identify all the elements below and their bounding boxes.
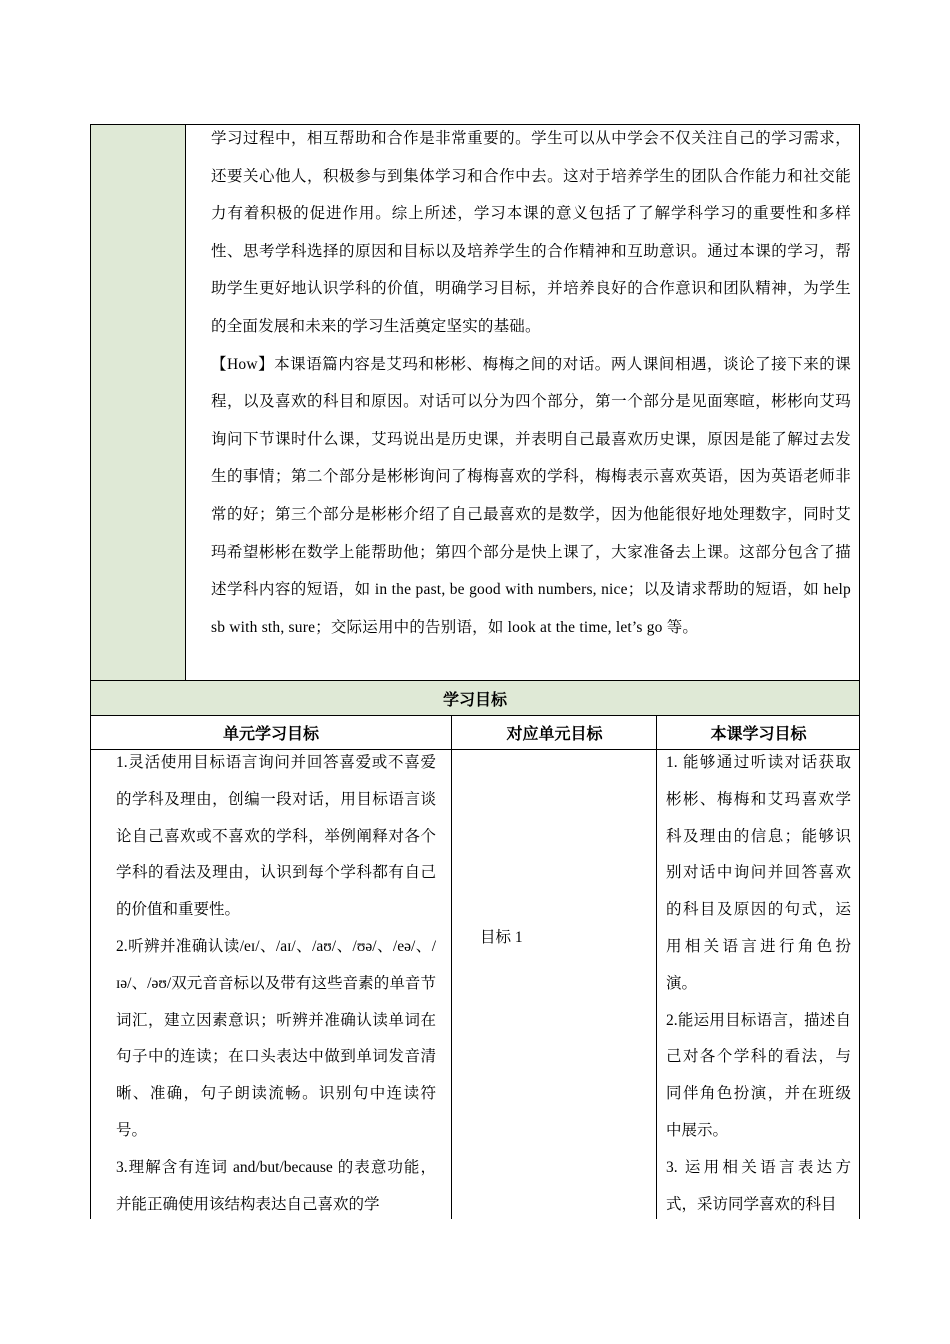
unit-goal-1: 1.灵活使用目标语言询问并回答喜爱或不喜爱的学科及理由，创编一段对话，用目标语言谈论自己喜欢或不喜欢的学科，举例阐释对各个学科的看法及理由，认识到每个学科都有自己的价值和重要性。 [116, 754, 436, 919]
lesson-goal-2: 2.能运用目标语言，描述自己对各个学科的看法，与同伴角色扮演，并在班级中展示。 [666, 1011, 851, 1139]
intro-text-block [211, 120, 851, 646]
objectives-title: 学习目标 [442, 689, 507, 709]
lesson-goal-1: 1. 能够通过听读对话获取彬彬、梅梅和艾玛喜欢学科及理由的信息；能够识别对话中询问并回答喜欢的科目及原因的句式，运用相关语言进行角色扮演。 [666, 754, 851, 992]
header-lesson-goal: 本课学习目标 [710, 724, 807, 743]
lesson-goal-3: 3. 运用相关语言表达方式，采访同学喜欢的科目 [666, 1158, 851, 1213]
header-unit-goal: 单元学习目标 [222, 724, 319, 743]
lesson-goals-cell [666, 745, 851, 1223]
unit-goals-cell [116, 745, 436, 1223]
header-mapped-goal: 对应单元目标 [506, 724, 603, 743]
body-column-divider [451, 749, 657, 1219]
mapped-goal-text: 目标 1 [480, 929, 523, 946]
intro-paragraph-1: 学习过程中，相互帮助和合作是非常重要的。学生可以从中学会不仅关注自己的学习需求，还要关心他人，积极参与到集体学习和合作中去。这对于培养学生的团队合作能力和社交能力有着积极的促进作用。综上所述，学习本课的意义包括了了解学科学习的重要性和多样性、思考学科选择的原因和目标以及培养学生的合作精神和互助意识。通过本课的学习，帮助学生更好地认识学科的价值，明确学习目标，并培养良好的合作意识和团队精神，为学生的全面发展和未来的学习生活奠定坚实的基础。 [211, 130, 851, 335]
left-label-column [90, 124, 186, 681]
unit-goal-2: 2.听辨并准确认读/eɪ/、/aɪ/、/aʊ/、/ʊə/、/eə/、/ɪə/、/əʊ/双元音音标以及带有这些音素的单音节词汇，建立因素意识；听辨并准确认读单词在句子中的连读；在口头表达中做到单词发音清晰、准确，句子朗读流畅。识别句中连读符号。 [116, 937, 436, 1139]
unit-goal-3: 3.理解含有连词 and/but/because 的表意功能，并能正确使用该结构表达自己喜欢的学 [116, 1158, 436, 1213]
intro-paragraph-2: 【How】本课语篇内容是艾玛和彬彬、梅梅之间的对话。两人课间相遇，谈论了接下来的课程，以及喜欢的科目和原因。对话可以分为四个部分，第一个部分是见面寒暄，彬彬向艾玛询问下节课时什么课，艾玛说出是历史课，并表明自己最喜欢历史课，原因是能了解过去发生的事情；第二个部分是彬彬询问了梅梅喜欢的学科，梅梅表示喜欢英语，因为英语老师非常的好；第三个部分是彬彬介绍了自己最喜欢的是数学，因为他能很好地处理数字，同时艾玛希望彬彬在数学上能帮助他；第四个部分是快上课了，大家准备去上课。这部分包含了描述学科内容的短语，如 in the past, be good with numbers, nice；以及请求帮助的短语，如 help sb with sth, sure；交际运用中的告别语，如 look at the time, let’s go 等。 [211, 355, 851, 636]
